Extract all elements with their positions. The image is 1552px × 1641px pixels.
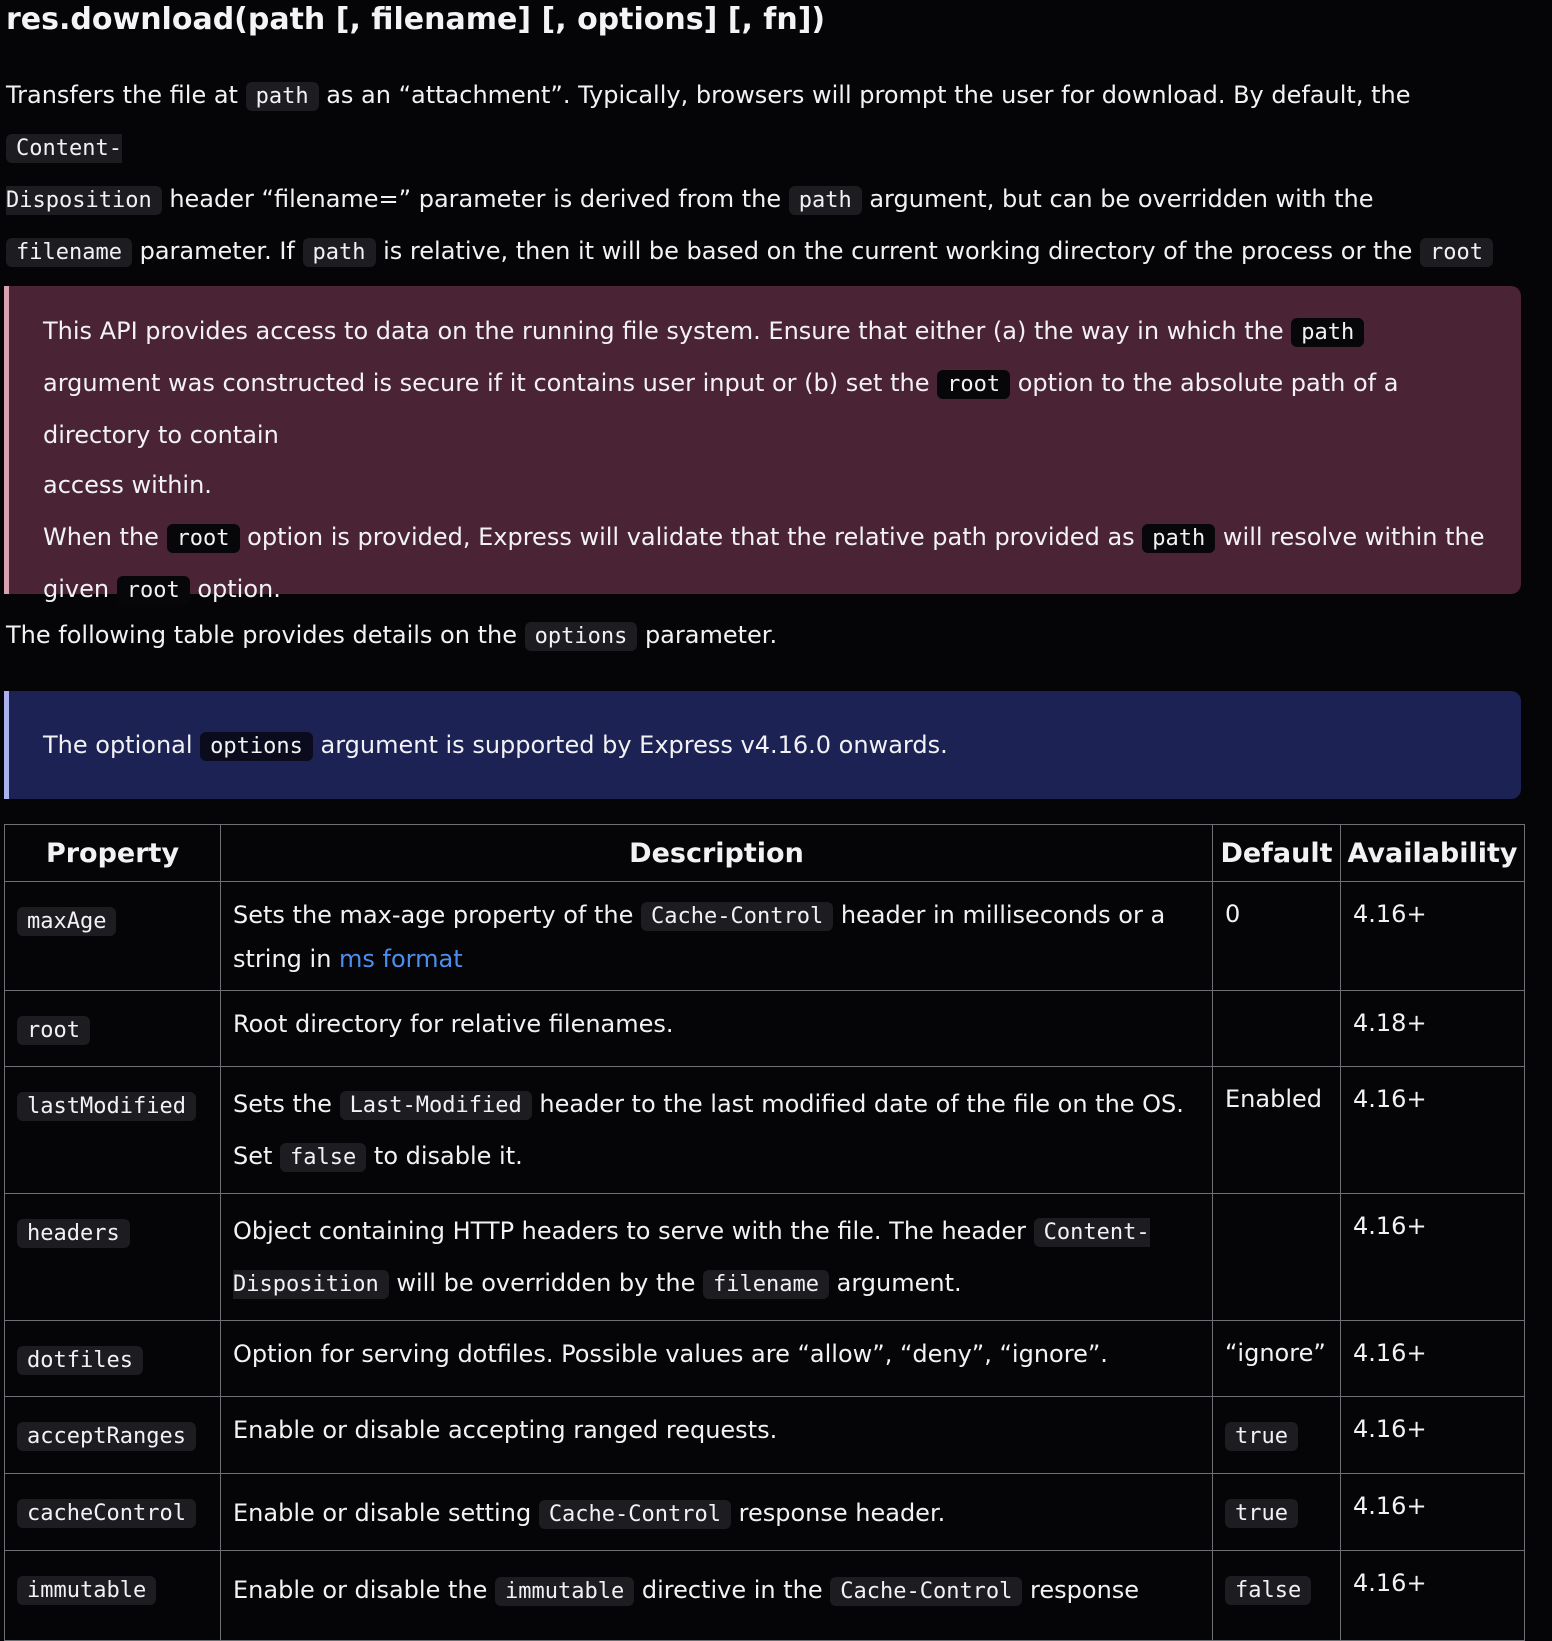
availability-value: 4.16+ <box>1353 900 1427 928</box>
desc-text: response <box>1022 1576 1140 1604</box>
code-cache-control: Cache-Control <box>641 902 833 931</box>
availability-value: 4.16+ <box>1353 1569 1427 1597</box>
warning-text: access within. <box>43 471 212 499</box>
code-path: path <box>1142 524 1215 553</box>
body-text: The following table provides details on the <box>6 621 525 649</box>
property-cell <box>5 1194 221 1321</box>
property-cell <box>5 1321 221 1397</box>
code-path: path <box>1291 318 1364 347</box>
property-name: dotfiles <box>17 1346 143 1375</box>
code-root: root <box>117 576 190 605</box>
body-text: parameter. <box>637 621 778 649</box>
availability-cell <box>1341 1067 1525 1194</box>
description-cell <box>221 1194 1213 1321</box>
default-cell <box>1213 1551 1341 1641</box>
warning-text: option. <box>189 575 281 603</box>
code-options: options <box>525 622 638 651</box>
desc-text: Option for serving dotfiles. Possible values are “allow”, “deny”, “ignore”. <box>233 1340 1108 1368</box>
table-row <box>5 1067 1525 1194</box>
code-options: options <box>200 732 313 761</box>
property-cell <box>5 1474 221 1551</box>
description-cell <box>221 1474 1213 1551</box>
table-row <box>5 1474 1525 1551</box>
description-cell <box>221 882 1213 991</box>
default-code: false <box>1225 1576 1311 1605</box>
desc-text: Enable or disable the <box>233 1576 495 1604</box>
availability-value: 4.16+ <box>1353 1492 1427 1520</box>
info-text: The optional <box>43 731 201 759</box>
description-cell <box>221 1067 1213 1194</box>
intro-text: argument, but can be overridden with the <box>861 185 1374 213</box>
default-cell <box>1213 1067 1341 1194</box>
availability-value: 4.16+ <box>1353 1085 1427 1113</box>
intro-text: header “filename=” parameter is derived from the <box>161 185 789 213</box>
warning-text: argument was constructed is secure if it contains user input or (b) set the <box>43 369 938 397</box>
header-availability: Availability <box>1341 825 1525 882</box>
availability-value: 4.16+ <box>1353 1339 1427 1367</box>
desc-text: Object containing HTTP headers to serve with the file. The header <box>233 1217 1034 1245</box>
property-name: maxAge <box>17 907 116 936</box>
warning-paragraph <box>43 306 1487 510</box>
warning-text: option to the absolute path of a directory to contain <box>43 369 1399 449</box>
default-value: 0 <box>1225 900 1241 928</box>
info-callout <box>4 691 1521 799</box>
default-code: true <box>1225 1499 1298 1528</box>
warning-callout <box>4 286 1521 603</box>
availability-value: 4.18+ <box>1353 1009 1427 1037</box>
availability-cell <box>1341 991 1525 1067</box>
header-default: Default <box>1213 825 1341 882</box>
default-cell <box>1213 882 1341 991</box>
info-text: argument is supported by Express v4.16.0 onwards. <box>312 731 948 759</box>
info-paragraph <box>43 731 948 759</box>
availability-cell <box>1341 1194 1525 1321</box>
availability-cell <box>1341 1474 1525 1551</box>
code-filename: filename <box>6 238 132 267</box>
availability-value: 4.16+ <box>1353 1415 1427 1443</box>
table-header-row <box>5 825 1525 882</box>
default-cell <box>1213 1194 1341 1321</box>
code-filename: filename <box>703 1270 829 1299</box>
code-content-disposition <box>6 134 162 215</box>
property-name: headers <box>17 1219 130 1248</box>
table-row <box>5 1194 1525 1321</box>
table-row <box>5 1321 1525 1397</box>
property-name: root <box>17 1016 90 1045</box>
intro-text: as an “attachment”. Typically, browsers will prompt the user for download. By default, the <box>318 81 1411 109</box>
description-cell <box>221 991 1213 1067</box>
property-name: acceptRanges <box>17 1422 196 1451</box>
code-path: path <box>789 186 862 215</box>
code-false: false <box>280 1143 366 1172</box>
desc-text: Sets the max-age property of the <box>233 901 641 929</box>
header-property: Property <box>5 825 221 882</box>
default-cell <box>1213 1474 1341 1551</box>
property-name: immutable <box>17 1576 156 1605</box>
availability-value: 4.16+ <box>1353 1212 1427 1240</box>
code-part: Disposition <box>6 188 152 213</box>
desc-text: header in milliseconds or a string in <box>233 901 1166 973</box>
intro-text: parameter. If <box>131 237 303 265</box>
description-cell <box>221 1397 1213 1474</box>
code-immutable: immutable <box>495 1577 634 1606</box>
code-part: Content- <box>16 136 122 161</box>
table-row <box>5 1397 1525 1474</box>
code-cache-control: Cache-Control <box>539 1500 731 1529</box>
intro-text: Transfers the file at <box>6 81 246 109</box>
desc-text: directive in the <box>634 1576 831 1604</box>
code-part: Disposition <box>233 1272 379 1297</box>
default-code: true <box>1225 1422 1298 1451</box>
desc-text: Enable or disable setting <box>233 1499 539 1527</box>
table-row <box>5 1551 1525 1641</box>
options-intro <box>6 610 777 662</box>
default-cell <box>1213 991 1341 1067</box>
property-cell <box>5 882 221 991</box>
desc-text: Sets the <box>233 1090 340 1118</box>
property-cell <box>5 1551 221 1641</box>
desc-text: header to the last modified date of the file on the OS. Set <box>233 1090 1184 1170</box>
availability-cell <box>1341 882 1525 991</box>
desc-text: argument. <box>828 1269 962 1297</box>
property-name: lastModified <box>17 1092 196 1121</box>
desc-text: response header. <box>731 1499 946 1527</box>
warning-text: When the <box>43 523 167 551</box>
table-row <box>5 882 1525 991</box>
warning-paragraph <box>43 512 1487 616</box>
property-cell <box>5 991 221 1067</box>
warning-text: This API provides access to data on the running file system. Ensure that either (a) the way in which the <box>43 317 1292 345</box>
intro-text: is relative, then it will be based on the current working directory of the process or the <box>375 237 1421 265</box>
availability-cell <box>1341 1397 1525 1474</box>
default-value: Enabled <box>1225 1085 1322 1113</box>
options-table <box>4 824 1525 1641</box>
property-name: cacheControl <box>17 1499 196 1528</box>
property-cell <box>5 1397 221 1474</box>
desc-text: to disable it. <box>366 1142 523 1170</box>
page-title: res.download(path [, filename] [, options] [, fn]) <box>6 2 826 37</box>
desc-text: will be overridden by the <box>388 1269 704 1297</box>
code-path: path <box>246 82 319 111</box>
code-root: root <box>937 370 1010 399</box>
table-row <box>5 991 1525 1067</box>
code-cache-control: Cache-Control <box>830 1577 1022 1606</box>
code-root: root <box>167 524 240 553</box>
code-last-modified: Last-Modified <box>340 1091 532 1120</box>
default-cell <box>1213 1397 1341 1474</box>
availability-cell <box>1341 1321 1525 1397</box>
code-root: root <box>1420 238 1493 267</box>
description-cell <box>221 1321 1213 1397</box>
desc-text: Enable or disable accepting ranged requests. <box>233 1416 778 1444</box>
property-cell <box>5 1067 221 1194</box>
code-part: Content- <box>1043 1220 1150 1245</box>
ms-format-link[interactable]: ms format <box>339 945 463 973</box>
header-description: Description <box>221 825 1213 882</box>
desc-text: Root directory for relative filenames. <box>233 1010 674 1038</box>
warning-text: will resolve within the given <box>43 523 1485 603</box>
availability-cell <box>1341 1551 1525 1641</box>
description-cell <box>221 1551 1213 1641</box>
warning-text: option is provided, Express will validate that the relative path provided as <box>239 523 1143 551</box>
default-value: “ignore” <box>1225 1339 1326 1367</box>
default-cell <box>1213 1321 1341 1397</box>
code-path: path <box>303 238 376 267</box>
